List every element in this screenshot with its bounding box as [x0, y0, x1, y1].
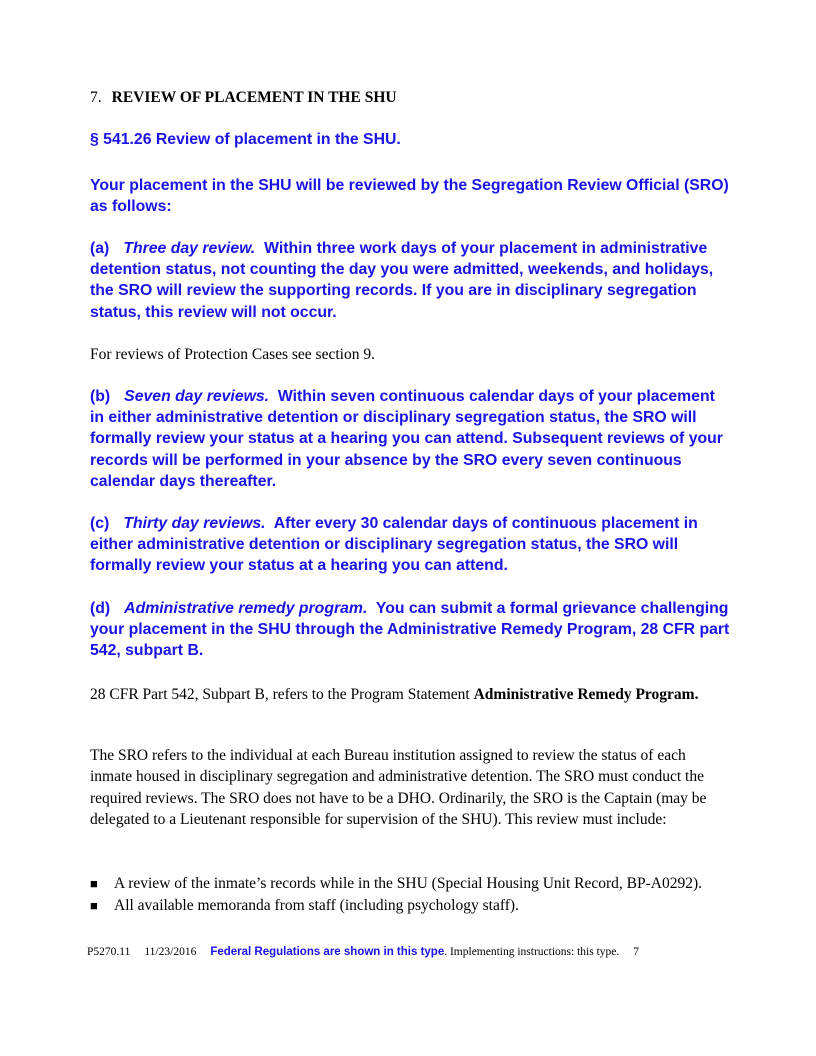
paragraph-c-title: Thirty day reviews. [123, 515, 266, 532]
list-item [90, 895, 730, 916]
regulation-paragraph-d [90, 598, 730, 662]
protection-cases-note: For reviews of Protection Cases see section 9. [90, 346, 375, 363]
review-requirements-list [90, 873, 730, 918]
cfr-note-text: 28 CFR Part 542, Subpart B, refers to the Program Statement [90, 686, 474, 703]
cfr-note-program-name: Administrative Remedy Program. [473, 686, 699, 703]
regulation-paragraph-a [90, 238, 730, 323]
page-footer [87, 944, 727, 960]
paragraph-c-label: (c) [90, 515, 110, 532]
regulation-paragraph-b [90, 386, 730, 492]
footer-doc-id: P5270.11 [87, 946, 131, 958]
paragraph-b-title: Seven day reviews. [124, 388, 270, 405]
list-item-text: A review of the inmate’s records while in the SHU (Special Housing Unit Record, BP-A0292). [114, 875, 703, 892]
list-item [90, 873, 730, 894]
footer-date: 11/23/2016 [144, 946, 197, 958]
paragraph-d-label: (d) [90, 600, 111, 617]
paragraph-b-label: (b) [90, 388, 111, 405]
section-number: 7. [90, 89, 102, 106]
footer-instruction-label: . Implementing instructions: this type. [444, 946, 620, 958]
square-bullet-icon: ■ [90, 898, 98, 914]
regulation-paragraph-c [90, 513, 730, 577]
paragraph-a-text: Within three work days of your placement in administrative detention status, not counting the day you were admitted, weekends, and holidays, the SRO will review the supporting records. If you are in disciplinary segregation status, this review will not occur. [90, 240, 714, 321]
paragraph-d-title: Administrative remedy program. [124, 600, 368, 617]
regulation-heading: § 541.26 Review of placement in the SHU. [90, 131, 401, 148]
paragraph-a-label: (a) [90, 240, 110, 257]
section-title: REVIEW OF PLACEMENT IN THE SHU [111, 89, 397, 106]
square-bullet-icon: ■ [90, 876, 98, 891]
footer-regulation-label: Federal Regulations are shown in this type [210, 946, 445, 958]
regulation-intro: Your placement in the SHU will be reviewed by the Segregation Review Official (SRO) as follows: [90, 177, 729, 216]
section-heading [90, 88, 397, 108]
paragraph-c-text: After every 30 calendar days of continuous placement in either administrative detention or disciplinary segregation status, the SRO will formally review your status at a hearing you can attend. [90, 515, 698, 575]
footer-page-number: 7 [633, 946, 640, 958]
list-item-text: All available memoranda from staff (including psychology staff). [114, 897, 519, 915]
sro-paragraph: The SRO refers to the individual at each Bureau institution assigned to review the status of each inmate housed in disciplinary segregation and administrative detention. The SRO must conduct the required reviews. The SRO does not have to be a DHO. Ordinarily, the SRO is the Captain (may be delegated to a Lieutenant responsible for supervision of the SHU). This review must include: [90, 747, 707, 829]
paragraph-d-text: You can submit a formal grievance challenging your placement in the SHU through the Administrative Remedy Program, 28 CFR part 542, subpart B. [90, 600, 730, 660]
paragraph-b-text: Within seven continuous calendar days of your placement in either administrative detention or disciplinary segregation status, the SRO will formally review your status at a hearing you can attend. Subsequent reviews of your records will be performed in your absence by the SRO every seven continuous calendar days thereafter. [90, 388, 723, 490]
paragraph-a-title: Three day review. [123, 240, 256, 257]
cfr-note [90, 684, 730, 705]
